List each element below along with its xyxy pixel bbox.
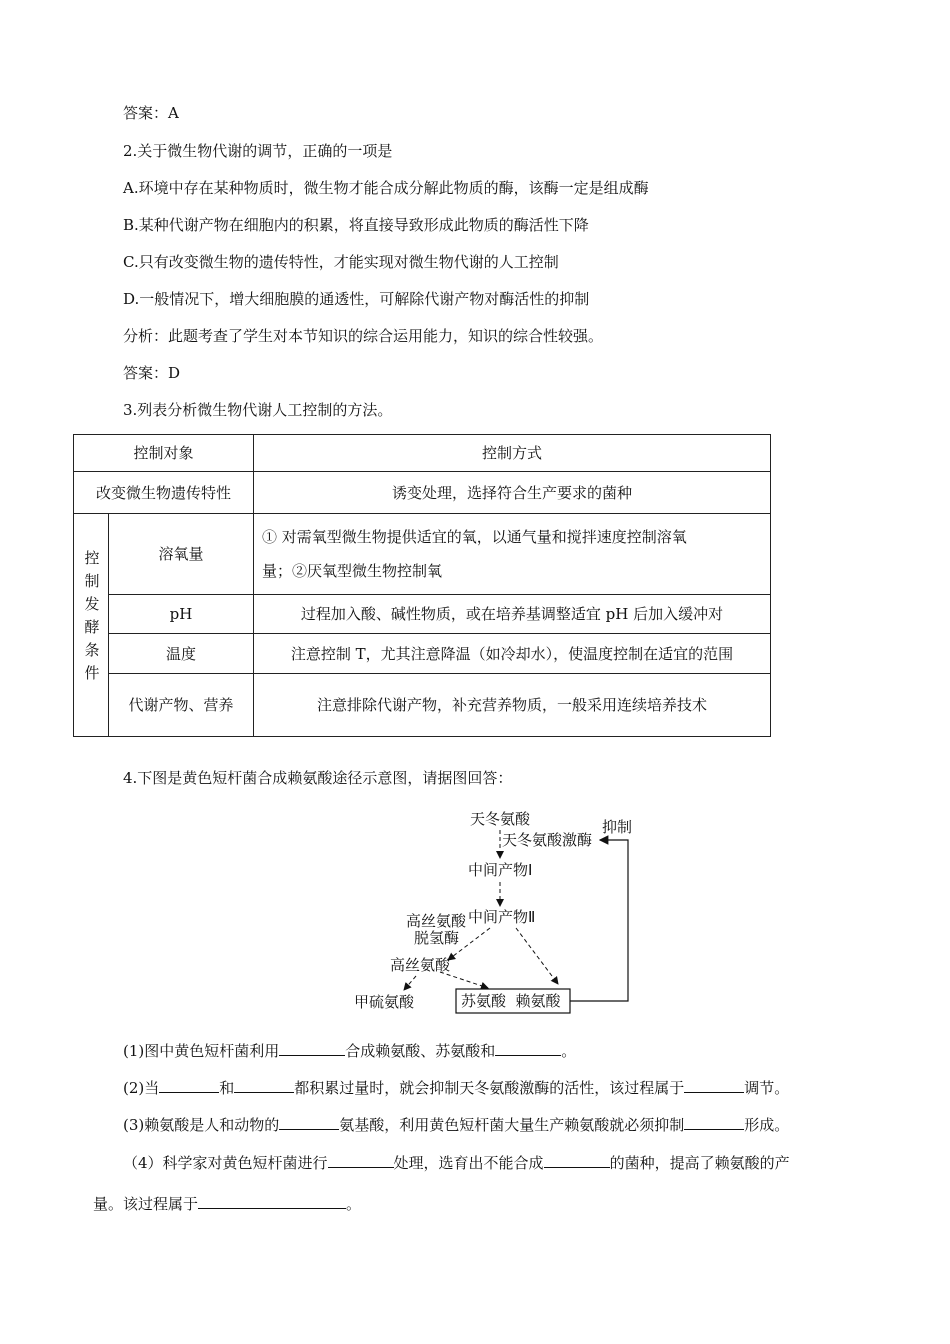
answer-blank[interactable] [684, 1115, 744, 1130]
text: 。 [346, 1195, 362, 1213]
control-methods-table [73, 434, 770, 737]
label-inhibit: 抑制 [602, 818, 633, 836]
text: 处理，选育出不能合成 [393, 1154, 544, 1172]
sub-question-1 [123, 1040, 576, 1061]
answer-blank[interactable] [279, 1041, 345, 1056]
option-b: B.某种代谢产物在细胞内的积累，将直接导致形成此物质的酶活性下降 [123, 216, 589, 234]
table-cell: 温度 [109, 634, 254, 674]
table-header-object: 控制对象 [74, 435, 254, 472]
text: 都积累过量时，就会抑制天冬氨酸激酶的活性，该过程属于 [294, 1079, 685, 1097]
answer-blank[interactable] [544, 1153, 610, 1168]
text: 和 [219, 1079, 235, 1097]
option-a: A.环境中存在某种物质时，微生物才能合成分解此物质的酶，该酶一定是组成酶 [123, 179, 649, 197]
node-aspartate-kinase: 天冬氨酸激酶 [502, 831, 593, 849]
group-label: 控制发酵条件 [82, 550, 101, 688]
text: 合成赖氨酸、苏氨酸和 [345, 1042, 496, 1060]
sub-question-3 [123, 1114, 789, 1135]
answer-blank[interactable] [279, 1115, 339, 1130]
text: 氨基酸，利用黄色短杆菌大量生产赖氨酸就必须抑制 [339, 1116, 685, 1134]
node-aspartate: 天冬氨酸 [470, 810, 531, 828]
table-cell: 改变微生物遗传特性 [74, 472, 254, 514]
cell-line: 量；②厌氧型微生物控制氧 [262, 562, 443, 580]
text: (2)当 [123, 1079, 160, 1097]
text: (3)赖氨酸是人和动物的 [123, 1116, 280, 1134]
node-intermediate-2: 中间产物Ⅱ [468, 908, 536, 926]
text: （4）科学家对黄色短杆菌进行 [123, 1154, 328, 1172]
text: 的菌种，提高了赖氨酸的产 [609, 1154, 790, 1172]
arrow-6 [440, 972, 488, 988]
option-d: D.一般情况下，增大细胞膜的通透性，可解除代谢产物对酶活性的抑制 [123, 290, 590, 308]
node-intermediate-1: 中间产物Ⅰ [468, 861, 533, 879]
text: 形成。 [744, 1116, 790, 1134]
group-label-cell [74, 514, 109, 737]
node-products: 苏氨酸 赖氨酸 [461, 992, 561, 1010]
sub-question-4-cont [93, 1193, 361, 1214]
answer-blank[interactable] [684, 1078, 744, 1093]
arrow-5 [404, 976, 416, 990]
sub-question-4 [123, 1152, 790, 1173]
text: (1)图中黄色短杆菌利用 [123, 1042, 280, 1060]
answer-blank[interactable] [328, 1153, 394, 1168]
sub-question-2 [123, 1077, 789, 1098]
answer-blank[interactable] [234, 1078, 294, 1093]
table-cell: pH [109, 595, 254, 634]
table-cell: 过程加入酸、碱性物质，或在培养基调整适宜 pH 后加入缓冲对 [254, 595, 771, 634]
feedback-line [570, 840, 628, 1001]
answer-1: 答案：A [123, 104, 179, 122]
text: 量。该过程属于 [93, 1195, 199, 1213]
option-c: C.只有改变微生物的遗传特性，才能实现对微生物代谢的人工控制 [123, 253, 559, 271]
table-cell: 注意排除代谢产物，补充营养物质，一般采用连续培养技术 [254, 674, 771, 737]
answer-blank[interactable] [495, 1041, 561, 1056]
node-homoserine: 高丝氨酸 [390, 956, 451, 974]
arrow-4 [516, 928, 558, 984]
lysine-pathway-diagram [340, 800, 660, 1020]
question-2-stem: 2.关于微生物代谢的调节，正确的一项是 [123, 142, 393, 160]
enzyme-label-b: 脱氢酶 [414, 929, 460, 947]
answer-blank[interactable] [159, 1078, 219, 1093]
enzyme-label-a: 高丝氨酸 [406, 912, 467, 930]
question-4-stem: 4.下图是黄色短杆菌合成赖氨酸途径示意图，请据图回答： [123, 769, 513, 787]
analysis: 分析：此题考查了学生对本节知识的综合运用能力，知识的综合性较强。 [123, 327, 604, 345]
text: 。 [561, 1042, 577, 1060]
question-3-stem: 3.列表分析微生物代谢人工控制的方法。 [123, 401, 393, 419]
answer-blank[interactable] [198, 1194, 346, 1209]
table-cell: 注意控制 T，尤其注意降温（如冷却水），使温度控制在适宜的范围 [254, 634, 771, 674]
table-cell: 诱变处理，选择符合生产要求的菌种 [254, 472, 771, 514]
node-methionine: 甲硫氨酸 [354, 993, 415, 1011]
table-cell [254, 514, 771, 595]
cell-line: ① 对需氧型微生物提供适宜的氧，以通气量和搅拌速度控制溶氧 [262, 528, 687, 546]
answer-2: 答案：D [123, 364, 181, 382]
table-header-method: 控制方式 [254, 435, 771, 472]
table-cell: 代谢产物、营养 [109, 674, 254, 737]
text: 调节。 [744, 1079, 790, 1097]
table-cell: 溶氧量 [109, 514, 254, 595]
